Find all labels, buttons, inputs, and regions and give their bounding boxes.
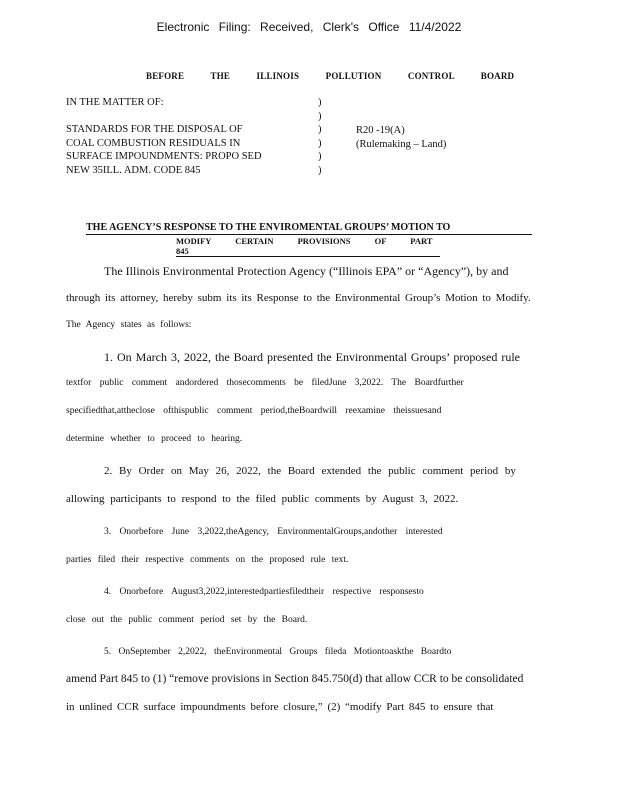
filing-stamp: Electronic Filing: Received, Clerk's Office 11/4/2022 <box>156 20 462 34</box>
caption-parens <box>318 96 322 177</box>
paragraph-5-line: in unlined CCR surface impoundments before closure,” (2) “modify Part 845 to ensure that <box>66 701 494 713</box>
document-title-line-1: THE AGENCY’S RESPONSE TO THE ENVIROMENTAL GROUPS’ MOTION TO <box>86 222 532 235</box>
paren: ) <box>318 151 322 162</box>
paragraph-1-line: specifiedthat,attheclose ofthispublic comment period,theBoardwill reexamine theissuesand <box>66 406 442 416</box>
paren: ) <box>318 110 322 122</box>
paragraph-3-line: 3. Onorbefore June 3,2022,theAgency, EnvironmentalGroups,andother interested <box>104 527 443 537</box>
caption-line: STANDARDS FOR THE DISPOSAL OF <box>66 124 243 135</box>
intro-line: through its attorney, hereby subm its its Response to the Environmental Group’s Motion to Modify. <box>66 292 531 304</box>
case-caption <box>66 96 316 177</box>
paragraph-1-line: determine whether to proceed to hearing. <box>66 434 243 444</box>
paragraph-2-line: allowing participants to respond to the filed public comments by August 3, 2022. <box>66 493 459 505</box>
paragraph-5-line: 5. OnSeptember 2,2022, theEnvironmental Groups fileda Motiontoaskthe Boardto <box>104 647 452 657</box>
intro-line: The Agency states as follows: <box>66 320 192 330</box>
board-heading: BEFORE THE ILLINOIS POLLUTION CONTROL BOARD <box>146 71 515 81</box>
paragraph-4-line: close out the public comment period set by the Board. <box>66 615 308 625</box>
paren: ) <box>318 97 322 108</box>
paragraph-1-line: 1. On March 3, 2022, the Board presented the Environmental Groups’ proposed rule <box>104 350 521 364</box>
paragraph-4-line: 4. Onorbefore August3,2022,interestedpartiesfiledtheir respective responsesto <box>104 587 424 597</box>
docket-number: R20 -19(A) <box>356 125 405 136</box>
paragraph-3-line: parties filed their respective comments on the proposed rule text. <box>66 555 349 565</box>
paragraph-2-line: 2. By Order on May 26, 2022, the Board extended the public comment period by <box>104 465 516 477</box>
caption-line: NEW 35ILL. ADM. CODE 845 <box>66 164 201 176</box>
caption-line: IN THE MATTER OF: <box>66 97 164 108</box>
intro-line: The Illinois Environmental Protection Agency (“Illinois EPA” or “Agency”), by and <box>104 264 509 278</box>
paragraph-5-line: amend Part 845 to (1) “remove provisions in Section 845.750(d) that allow CCR to be consolidated <box>66 673 524 685</box>
caption-line: COAL COMBUSTION RESIDUALS IN <box>66 137 241 149</box>
caption-line <box>66 110 316 124</box>
docket-type: (Rulemaking – Land) <box>356 138 447 150</box>
docket-info <box>356 124 446 151</box>
caption-line: SURFACE IMPOUNDMENTS: PROPO SED <box>66 151 262 162</box>
paren: ) <box>318 124 322 135</box>
paren: ) <box>318 137 322 149</box>
paragraph-1-line: textfor public comment andordered thosecomments be filedJune 3,2022. The Boardfurther <box>66 378 464 388</box>
paren: ) <box>318 164 322 176</box>
document-title-line-2: MODIFY CERTAIN PROVISIONS OF PART 845 <box>176 236 440 257</box>
